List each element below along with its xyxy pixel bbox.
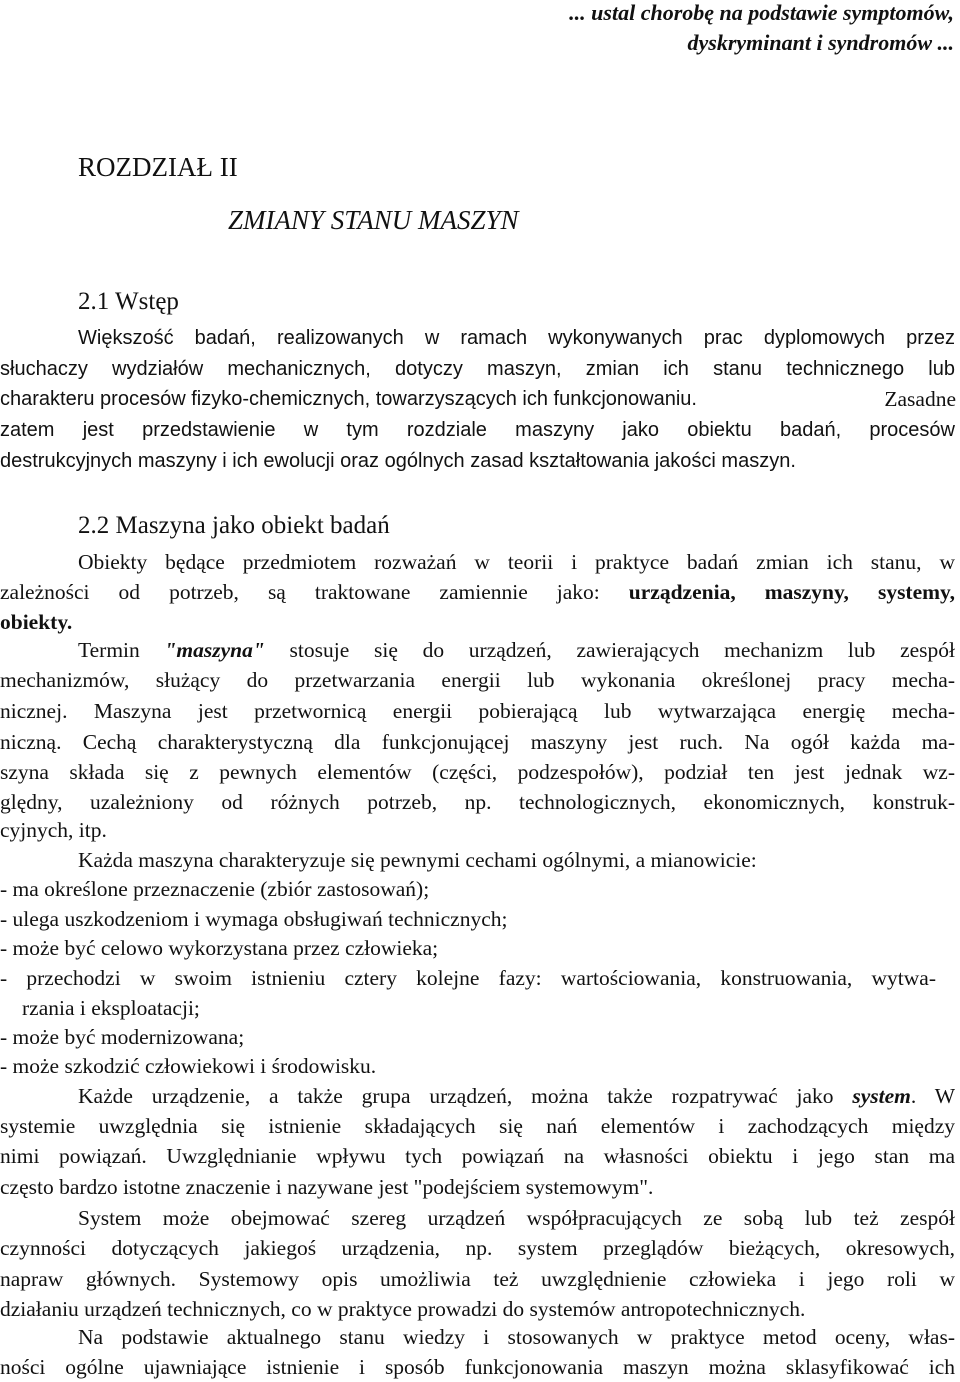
termin-line-2: mechanizmów, służący do przetwarzania energii lub wykonania określonej pracy mecha-	[0, 668, 955, 692]
section-2-1-line-5: destrukcyjnych maszyny i ich ewolucji oraz ogólnych zasad kształtowania jakości maszyn.	[0, 450, 796, 472]
running-header-line-1: ... ustal chorobę na podstawie symptomów,	[569, 0, 954, 25]
section-2-2-line-1: Obiekty będące przedmiotem rozważań w teorii i praktyce badań zmian ich stanu, w	[78, 550, 955, 574]
system-scope-line-3: napraw głównych. Systemowy opis umożliwia też uwzględnienie człowieka i jego roli w	[0, 1267, 955, 1291]
classification-line-1: Na podstawie aktualnego stanu wiedzy i stosowanych w praktyce metod oceny, włas-	[78, 1325, 955, 1349]
section-2-1-line-3: charakteru procesów fizyko-chemicznych, towarzyszących ich funkcjonowaniu.	[0, 388, 697, 410]
system-line-4: często bardzo istotne znaczenie i nazywane jest "podejściem systemowym".	[0, 1175, 654, 1199]
features-intro: Każda maszyna charakteryzuje się pewnymi cechami ogólnymi, a mianowicie:	[78, 848, 757, 872]
termin-suffix: stosuje się do urządzeń, zawierających mechanizm lub zespół	[264, 638, 956, 662]
section-2-2-line-2	[0, 577, 955, 607]
system-term: system	[852, 1084, 911, 1108]
section-2-1-line-1: Większość badań, realizowanych w ramach wykonywanych prac dyplomowych przez	[78, 327, 955, 349]
system-line-1	[78, 1081, 955, 1111]
feature-item-3: - może być celowo wykorzystana przez człowieka;	[0, 936, 439, 960]
classification-line-2: ności ogólne ujawniające istnienie i sposób funkcjonowania maszyn można sklasyfikować ich	[0, 1355, 955, 1379]
section-2-1-line-3-tail: Zasadne	[884, 387, 956, 411]
termin-line-6: ględny, uzależniony od różnych potrzeb, np. technologicznych, ekonomicznych, konstruk-	[0, 790, 955, 814]
section-heading-2-2: 2.2 Maszyna jako obiekt badań	[78, 512, 390, 539]
system-prefix: Każde urządzenie, a także grupa urządzeń, można także rozpatrywać jako	[78, 1084, 853, 1108]
system-suffix: . W	[910, 1084, 955, 1108]
termin-line-5: szyna składa się z pewnych elementów (części, podzespołów), podział ten jest jednak wz-	[0, 760, 955, 784]
section-heading-2-1: 2.1 Wstęp	[78, 288, 179, 315]
termin-line-7: cyjnych, itp.	[0, 818, 107, 842]
termin-prefix: Termin	[78, 638, 165, 662]
terms-bold: urządzenia, maszyny, systemy,	[628, 580, 955, 604]
system-scope-line-4: działaniu urządzeń technicznych, co w praktyce prowadzi do systemów antropotechnicznych.	[0, 1297, 806, 1321]
feature-item-6: - może szkodzić człowiekowi i środowisku.	[0, 1054, 377, 1078]
maszyna-term: "maszyna"	[164, 638, 265, 662]
section-2-1-line-4: zatem jest przedstawienie w tym rozdziale maszyny jako obiektu badań, procesów	[0, 419, 955, 441]
section-2-1-line-2: słuchaczy wydziałów mechanicznych, dotyczy maszyn, zmian ich stanu technicznego lub	[0, 358, 955, 380]
chapter-title: ROZDZIAŁ II	[78, 152, 238, 182]
section-2-2-line-3: obiekty.	[0, 610, 73, 634]
section-2-2-line-2-text: zależności od potrzeb, są traktowane zamiennie jako:	[0, 580, 629, 604]
feature-item-4: - przechodzi w swoim istnieniu cztery kolejne fazy: wartościowania, konstruowania, wytwa-	[0, 966, 936, 990]
system-scope-line-2: czynności dotyczących jakiegoś urządzenia, np. system przeglądów bieżących, okresowych,	[0, 1236, 955, 1260]
system-line-2: systemie uwzględnia się istnienie składających się nań elementów i zachodzących między	[0, 1114, 955, 1138]
chapter-subtitle: ZMIANY STANU MASZYN	[228, 205, 519, 235]
termin-line-3: nicznej. Maszyna jest przetwornicą energii pobierającą lub wytwarzająca energię mecha-	[0, 699, 955, 723]
running-header-line-2: dyskryminant i syndromów ...	[687, 30, 954, 55]
system-line-3: nimi powiązań. Uwzględnianie wpływu tych powiązań na własności obiektu i jego stan ma	[0, 1144, 955, 1168]
termin-line-4: niczną. Cechą charakterystyczną dla funkcjonującej maszyny jest ruch. Na ogół każda ma-	[0, 730, 955, 754]
feature-item-5: - może być modernizowana;	[0, 1025, 245, 1049]
system-scope-line-1: System może obejmować szereg urządzeń współpracujących ze sobą lub też zespół	[78, 1206, 955, 1230]
feature-item-2: - ulega uszkodzeniom i wymaga obsługiwań technicznych;	[0, 907, 508, 931]
feature-item-4-continued: rzania i eksploatacji;	[22, 996, 200, 1020]
termin-line-1	[78, 635, 955, 665]
feature-item-1: - ma określone przeznaczenie (zbiór zastosowań);	[0, 877, 430, 901]
